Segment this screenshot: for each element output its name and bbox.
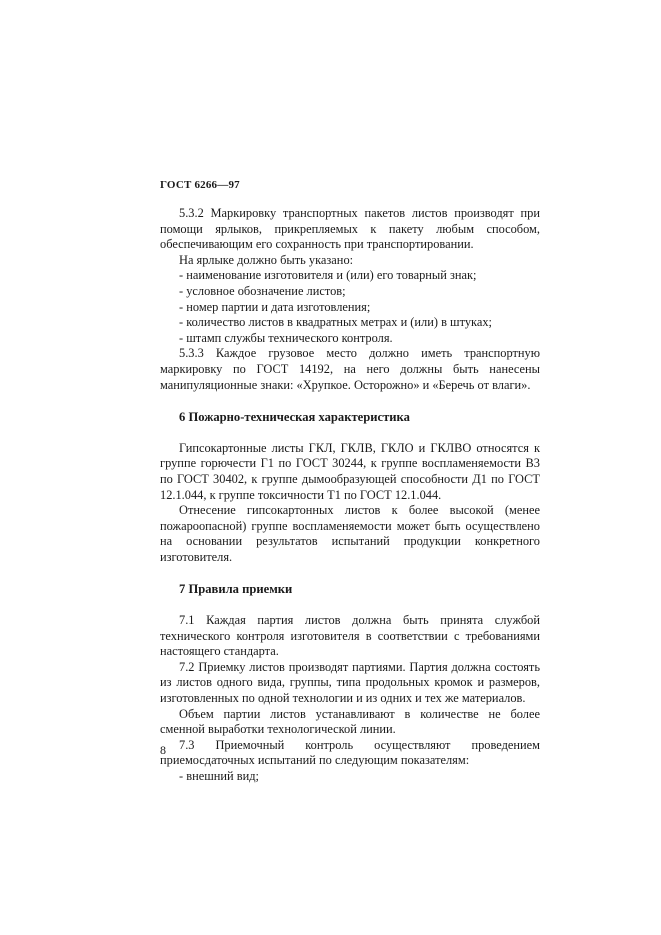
list-item: - наименование изготовителя и (или) его товарный знак; [179,268,477,283]
list-item: - количество листов в квадратных метрах и (или) в штуках; [179,315,493,330]
paragraph-7-1: 7.1 Каждая партия листов должна быть принята службой технического контроля изготовителя в соответствии с требованиями настоящего стандарта. [160,613,540,659]
paragraph-7-2: 7.2 Приемку листов производят партиями. Партия должна состоять из листов одного вида, группы, типа продольных кромок и размеров, изготовленных по одной технологии и из одних и тех же материалов. [160,659,540,706]
paragraph-5-3-2: 5.3.2 Маркировку транспортных пакетов листов производят при помощи ярлыков, прикрепляемых к пакету любым способом, обеспечивающим его сохранность при транспортировании. [160,206,540,252]
section-7-heading: 7 Правила приемки [179,582,293,597]
list-item: - штамп службы технического контроля. [179,330,393,345]
paragraph-7-2-volume: Объем партии листов устанавливают в количестве не более сменной выработки технологической линии. [160,706,540,737]
label-intro: На ярлыке должно быть указано: [179,252,354,267]
list-item: - условное обозначение листов; [179,283,346,298]
paragraph-6-1: Гипсокартонные листы ГКЛ, ГКЛВ, ГКЛО и ГКЛВО относятся к группе горючести Г1 по ГОСТ 30244, к группе воспламеняемости В3 по ГОСТ 30402, к группе дымообразующей способности Д1 по ГОСТ 12.1.044, к группе токсичности Т1 по ГОСТ 12.1.044. [160,440,540,502]
paragraph-6-2: Отнесение гипсокартонных листов к более высокой (менее пожароопасной) группе воспламеняемости может быть осуществлено на основании результатов испытаний продукции конкретного изготовителя. [160,503,540,564]
paragraph-5-3-3: 5.3.3 Каждое грузовое место должно иметь транспортную маркировку по ГОСТ 14192, на него должны быть нанесены манипуляционные знаки: «Хрупкое. Осторожно» и «Беречь от влаги». [160,346,540,392]
list-item: - номер партии и дата изготовления; [179,299,371,314]
list-item: - внешний вид; [179,769,259,783]
page-number: 8 [160,743,166,757]
section-6-heading: 6 Пожарно-техническая характеристика [179,410,410,425]
paragraph-7-3: 7.3 Приемочный контроль осуществляют проведением приемосдаточных испытаний по следующим показателям: [160,737,540,768]
page-content [160,206,540,785]
document-header: ГОСТ 6266—97 [160,179,240,191]
